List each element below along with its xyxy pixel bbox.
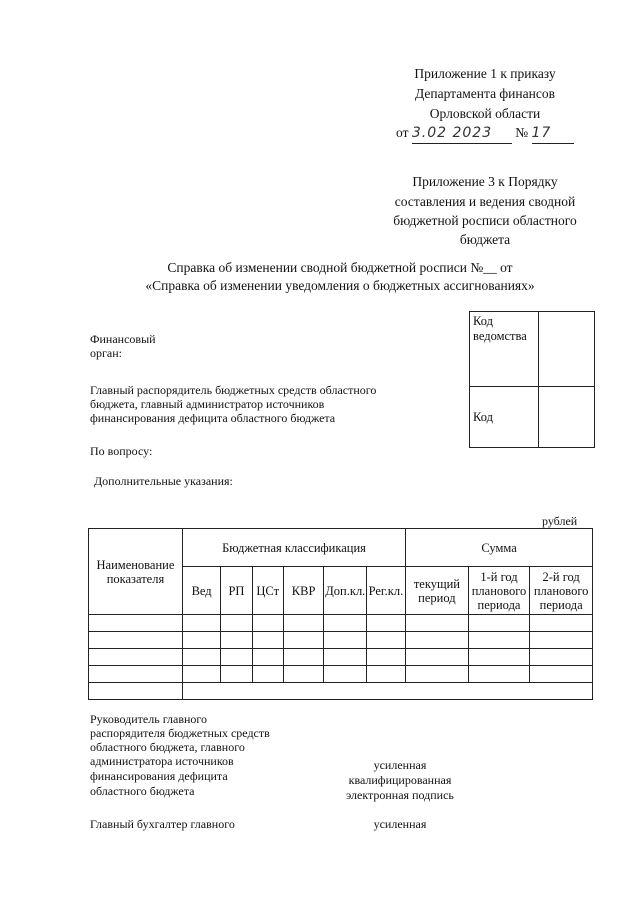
signer-line5: финансирования дефицита xyxy=(90,769,228,783)
table-cell[interactable] xyxy=(182,683,592,700)
table-cell[interactable] xyxy=(283,666,323,683)
year1-line1: 1-й год xyxy=(480,569,518,584)
current-period-header xyxy=(406,567,469,615)
budget-class-header: Бюджетная классификация xyxy=(182,529,405,567)
table-cell[interactable] xyxy=(283,615,323,632)
table-cell[interactable] xyxy=(468,666,530,683)
table-cell[interactable] xyxy=(89,649,183,666)
date-handwritten: 3.02 2023 xyxy=(412,124,512,144)
main-admin-line2: бюджета, главный администратор источников xyxy=(90,397,325,411)
table-cell[interactable] xyxy=(468,615,530,632)
table-cell[interactable] xyxy=(530,649,593,666)
from-label: от xyxy=(396,125,409,140)
table-cell[interactable] xyxy=(366,632,405,649)
rp-header: РП xyxy=(221,567,252,615)
table-cell[interactable] xyxy=(182,615,220,632)
signer-line1: Руководитель главного xyxy=(90,712,208,726)
table-row xyxy=(89,632,593,649)
signer-line4: администратора источников xyxy=(90,754,234,768)
codes-table xyxy=(469,311,595,448)
col-name-line2: показателя xyxy=(106,571,165,586)
signature-type-line2: квалифицированная xyxy=(348,773,452,787)
code-value[interactable] xyxy=(539,387,595,448)
table-cell[interactable] xyxy=(366,615,405,632)
approval1-line3: Орловской области xyxy=(429,106,541,121)
table-cell[interactable] xyxy=(89,666,183,683)
signature-type-line3: электронная подпись xyxy=(346,788,454,802)
table-cell[interactable] xyxy=(366,649,405,666)
table-cell[interactable] xyxy=(406,632,469,649)
approval1-line2: Департамента финансов xyxy=(415,86,555,101)
approval3-line2: составления и ведения сводной xyxy=(394,194,576,209)
table-cell[interactable] xyxy=(530,615,593,632)
table-cell[interactable] xyxy=(252,666,283,683)
table-cell[interactable] xyxy=(406,666,469,683)
table-row xyxy=(89,683,593,700)
kvr-header: КВР xyxy=(283,567,323,615)
approval3-line1: Приложение 3 к Порядку xyxy=(412,174,558,189)
col-name-line1: Наименование xyxy=(96,557,175,572)
year1-header xyxy=(468,567,530,615)
table-cell[interactable] xyxy=(468,649,530,666)
extra-instructions-label: Дополнительные указания: xyxy=(94,474,233,488)
table-cell[interactable] xyxy=(324,666,366,683)
year2-line3: периода xyxy=(539,597,583,612)
table-cell[interactable] xyxy=(530,632,593,649)
fin-organ-line2: орган: xyxy=(90,346,123,360)
ved-header: Вед xyxy=(182,567,220,615)
year2-line1: 2-й год xyxy=(542,569,580,584)
table-cell[interactable] xyxy=(252,632,283,649)
table-cell[interactable] xyxy=(221,649,252,666)
table-cell[interactable] xyxy=(406,615,469,632)
code-ved-line1: Код xyxy=(473,314,493,328)
code-ved-value[interactable] xyxy=(539,312,595,387)
number-label: № xyxy=(515,125,529,140)
current-period-line1: текущий xyxy=(413,576,460,591)
code-label: Код xyxy=(470,387,539,448)
table-cell[interactable] xyxy=(89,683,183,700)
cst-header: ЦСт xyxy=(252,567,283,615)
table-cell[interactable] xyxy=(252,649,283,666)
code-ved-line2: ведомства xyxy=(473,329,527,343)
approval3-line4: бюджета xyxy=(459,232,511,247)
accountant-signature-line1: усиленная xyxy=(373,817,427,831)
table-cell[interactable] xyxy=(89,632,183,649)
table-cell[interactable] xyxy=(324,632,366,649)
year1-line2: планового xyxy=(471,583,527,598)
table-cell[interactable] xyxy=(530,666,593,683)
accountant-line1: Главный бухгалтер главного xyxy=(90,817,235,831)
signature-type-line1: усиленная xyxy=(373,758,427,772)
main-admin-line3: финансирования дефицита областного бюджета xyxy=(90,411,336,425)
question-label: По вопросу: xyxy=(90,444,153,458)
table-cell[interactable] xyxy=(221,615,252,632)
sum-header: Сумма xyxy=(406,529,593,567)
table-cell[interactable] xyxy=(252,615,283,632)
document-title-line1: Справка об изменении сводной бюджетной росписи №__ от xyxy=(167,260,513,275)
table-cell[interactable] xyxy=(182,632,220,649)
table-cell[interactable] xyxy=(182,649,220,666)
table-cell[interactable] xyxy=(468,632,530,649)
approval1-line1: Приложение 1 к приказу xyxy=(414,66,556,81)
signer-line2: распорядителя бюджетных средств xyxy=(90,726,270,740)
table-cell[interactable] xyxy=(221,632,252,649)
approval1-date-row xyxy=(396,123,574,144)
fin-organ-line1: Финансовый xyxy=(90,332,156,346)
table-cell[interactable] xyxy=(406,649,469,666)
code-ved-label xyxy=(470,312,539,387)
approval3-line3: бюджетной росписи областного xyxy=(393,213,577,228)
year2-line2: планового xyxy=(533,583,589,598)
dopkl-header: Доп.кл. xyxy=(324,567,366,615)
table-cell[interactable] xyxy=(283,632,323,649)
header-row-1 xyxy=(89,529,593,567)
year2-header xyxy=(530,567,593,615)
currency-label: рублей xyxy=(542,514,578,528)
signer-line6: областного бюджета xyxy=(90,784,195,798)
budget-table xyxy=(88,528,593,700)
table-cell[interactable] xyxy=(182,666,220,683)
current-period-line2: период xyxy=(418,590,456,605)
table-row xyxy=(89,615,593,632)
signer-line3: областного бюджета, главного xyxy=(90,740,245,754)
document-title-line2: «Справка об изменении уведомления о бюджетных ассигнованиях» xyxy=(145,278,535,293)
col-name-header xyxy=(89,529,183,615)
regkl-header: Рег.кл. xyxy=(366,567,405,615)
table-cell[interactable] xyxy=(366,666,405,683)
table-row xyxy=(89,666,593,683)
table-cell[interactable] xyxy=(283,649,323,666)
number-handwritten: 17 xyxy=(532,124,574,144)
year1-line3: периода xyxy=(477,597,521,612)
table-cell[interactable] xyxy=(89,615,183,632)
main-admin-line1: Главный распорядитель бюджетных средств областного xyxy=(90,383,377,397)
table-row xyxy=(89,649,593,666)
table-cell[interactable] xyxy=(221,666,252,683)
table-cell[interactable] xyxy=(324,615,366,632)
table-cell[interactable] xyxy=(324,649,366,666)
